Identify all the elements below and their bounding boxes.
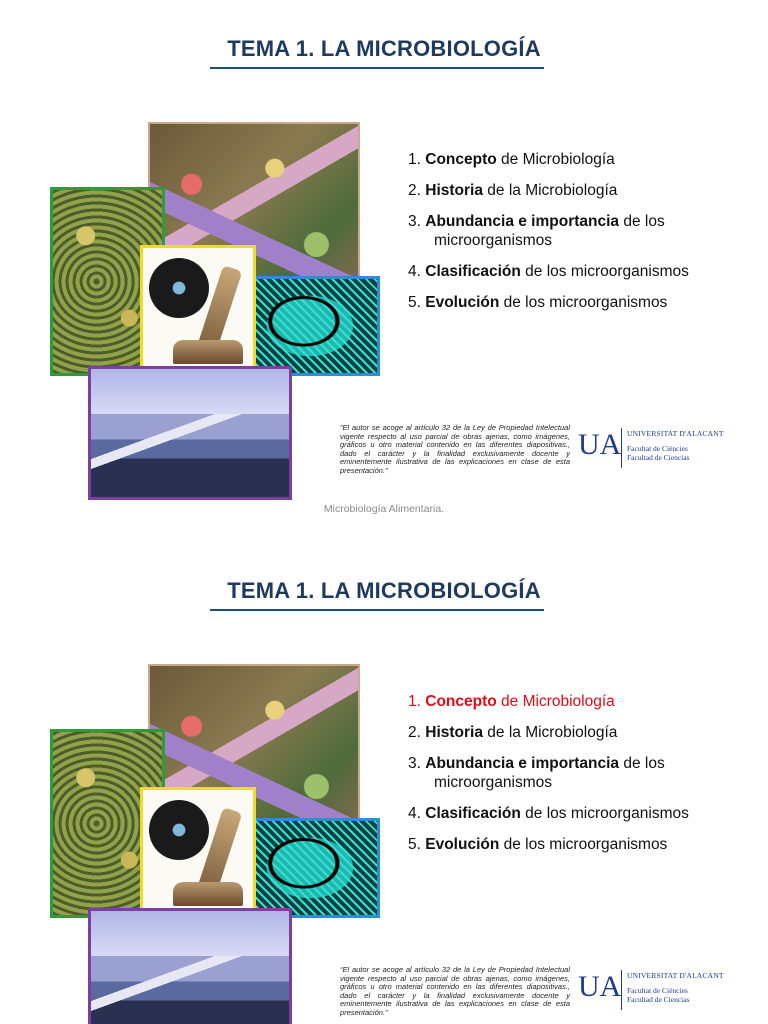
topic-item-3: 3. Abundancia e importancia de los microorganismos (408, 754, 758, 792)
title-underline (210, 609, 544, 611)
faculty-name-valencian: Facultat de Ciències (627, 444, 688, 453)
university-logo (578, 970, 728, 1014)
microscope-base-drawing (173, 340, 243, 364)
faculty-name-spanish: Facultad de Ciencias (627, 995, 690, 1004)
university-logo (578, 428, 728, 472)
topic-item-3-continuation: microorganismos (434, 774, 553, 791)
copyright-notice: “El autor se acoge al artículo 32 de la Ley de Propiedad Intelectual vigente respecto al uso parcial de obras ajenas, como imágenes, gráficos u otro material contenido en las diferentes diapositivas., dado el carácter y la finalidad exclusivamente docente y eminentemente ilustrativa de las explicaciones en clase de esta presentación.” (340, 423, 570, 475)
slide-title: TEMA 1. LA MICROBIOLOGÍA (227, 578, 541, 603)
ua-logo-divider (621, 428, 622, 468)
topic-item-2: 2. Historia de la Microbiología (408, 182, 618, 199)
topic-item-2: 2. Historia de la Microbiología (408, 724, 618, 741)
topic-list (408, 692, 758, 866)
topic-item-3-continuation: microorganismos (434, 232, 553, 249)
topic-item-4: 4. Clasificación de los microorganismos (408, 263, 689, 280)
petri-dish-image (252, 276, 380, 376)
petri-dish-image (252, 818, 380, 918)
topic-item-5: 5. Evolución de los microorganismos (408, 836, 668, 853)
faculty-name-valencian: Facultat de Ciències (627, 986, 688, 995)
microscope-drawing-image (140, 787, 256, 913)
ua-logo-mark: UA (578, 970, 622, 1003)
title-underline (210, 67, 544, 69)
culture-plate-drawing (149, 258, 209, 318)
faculty-name-spanish: Facultad de Ciencias (627, 453, 690, 462)
ua-logo-mark: UA (578, 428, 622, 461)
culture-plate-drawing (149, 800, 209, 860)
microscope-drawing-image (140, 245, 256, 371)
topic-list (408, 150, 758, 324)
topic-item-3: 3. Abundancia e importancia de los microorganismos (408, 212, 758, 250)
topic-item-4: 4. Clasificación de los microorganismos (408, 805, 689, 822)
university-name: UNIVERSITAT D'ALACANT (627, 429, 724, 438)
copyright-notice: “El autor se acoge al artículo 32 de la Ley de Propiedad Intelectual vigente respecto al uso parcial de obras ajenas, como imágenes, gráficos u otro material contenido en las diferentes diapositivas., dado el carácter y la finalidad exclusivamente docente y eminentemente ilustrativa de las explicaciones en clase de esta presentación.” (340, 965, 570, 1017)
university-name: UNIVERSITAT D'ALACANT (627, 971, 724, 980)
slide-footer: Microbiología Alimentaria. (323, 503, 445, 515)
microscope-base-drawing (173, 882, 243, 906)
topic-item-1: 1. Concepto de Microbiología (408, 693, 615, 710)
ua-logo-divider (621, 970, 622, 1010)
volcano-landscape-image (88, 366, 292, 500)
volcano-landscape-image (88, 908, 292, 1024)
slide-2 (0, 542, 768, 1024)
slide-title: TEMA 1. LA MICROBIOLOGÍA (227, 36, 541, 61)
topic-item-5: 5. Evolución de los microorganismos (408, 294, 668, 311)
topic-item-1: 1. Concepto de Microbiología (408, 151, 615, 168)
